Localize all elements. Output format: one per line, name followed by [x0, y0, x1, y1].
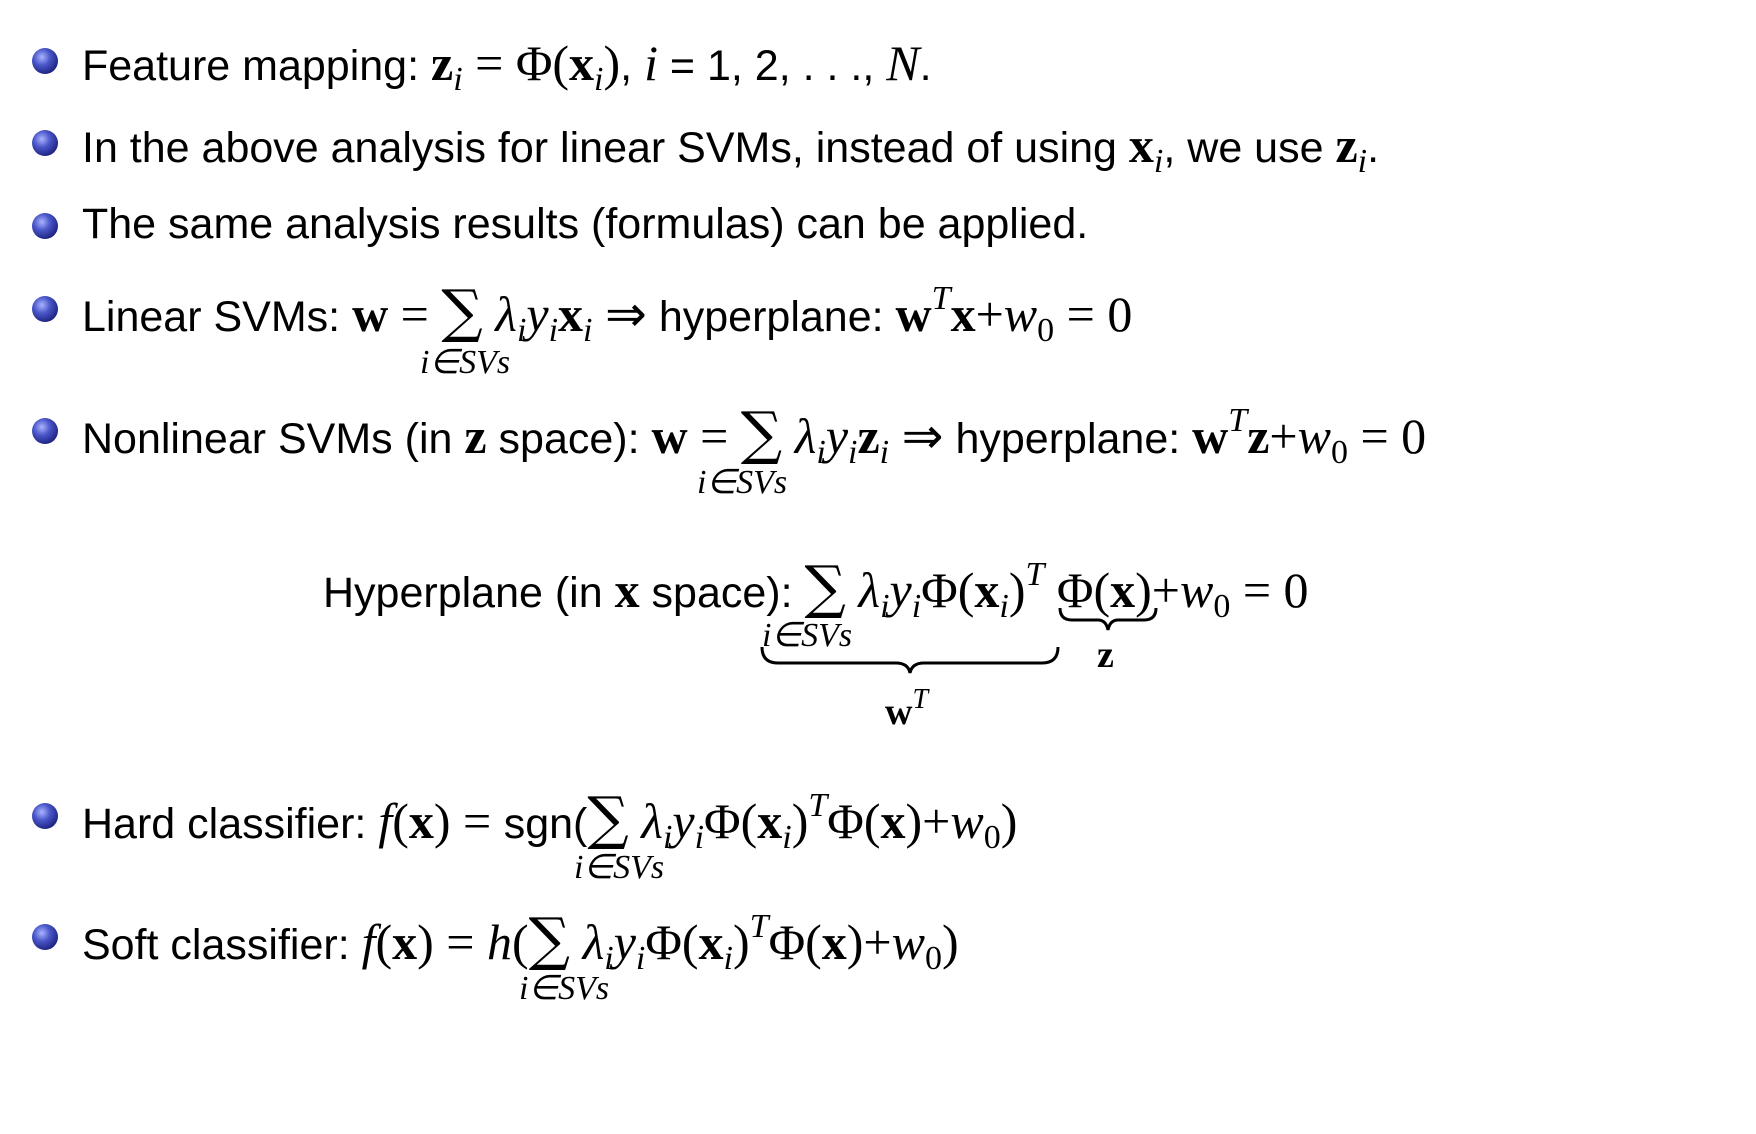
summation-symbol: ∑: [740, 399, 783, 467]
summation-symbol: ∑: [804, 553, 846, 621]
linear-svm-line: Linear SVMs: w = ∑ $\lambda_iy_ix_i$ ⇒ hyperplane: $w^Tx+w_0 = 0$: [82, 277, 1133, 349]
bullet-marker: [32, 296, 58, 322]
summation-limit: i∈SVs: [574, 849, 665, 886]
hard-classifier-line: Hard classifier: f(x) = sgn(∑ $\lambda_iy_i\Phi(x_i)^T\Phi(x)+w_0$): [82, 784, 1018, 856]
underbrace-w-label: wT: [885, 684, 929, 733]
bullet-marker: [32, 48, 58, 74]
summation-symbol: ∑: [587, 784, 629, 852]
summation-limit: i∈SVs: [519, 970, 610, 1007]
bullet-marker: [32, 213, 58, 239]
feature-mapping-line: Feature mapping: $z_i = \Phi(x_i)$, i = 1, 2, . . ., N.: [82, 35, 932, 98]
summation-limit: i∈SVs: [697, 464, 788, 501]
bullet-marker: [32, 130, 58, 156]
bullet-marker: [32, 418, 58, 444]
summation-symbol: ∑: [528, 905, 571, 973]
underbrace-z: [1058, 606, 1158, 634]
same-analysis-line: The same analysis results (formulas) can be applied.: [82, 200, 1089, 248]
bullet-marker: [32, 924, 58, 950]
soft-classifier-line: Soft classifier: f(x) = h(∑ $\lambda_iy_i\Phi(x_i)^T\Phi(x)+w_0$): [82, 905, 959, 977]
summation-limit: i∈SVs: [420, 344, 511, 381]
summation-limit: i∈SVs: [762, 617, 853, 654]
bullet-marker: [32, 803, 58, 829]
linear-analysis-line: In the above analysis for linear SVMs, instead of using $x_i$, we use $z_i$.: [82, 117, 1380, 180]
feature-mapping-label: Feature mapping:: [82, 42, 431, 90]
hyperplane-x-space-line: Hyperplane (in x space): ∑ $\lambda_iy_i\Phi(x_i)^T$ $\Phi(x)+w_0 = 0$: [323, 553, 1309, 625]
underbrace-z-label: z: [1097, 634, 1114, 676]
summation-symbol: ∑: [441, 277, 483, 345]
underbrace-w-transpose: [760, 645, 1060, 675]
nonlinear-svm-line: Nonlinear SVMs (in z space): w = ∑ $\lambda_iy_iz_i$ ⇒ hyperplane: $w^Tz+w_0 = 0$: [82, 399, 1427, 471]
